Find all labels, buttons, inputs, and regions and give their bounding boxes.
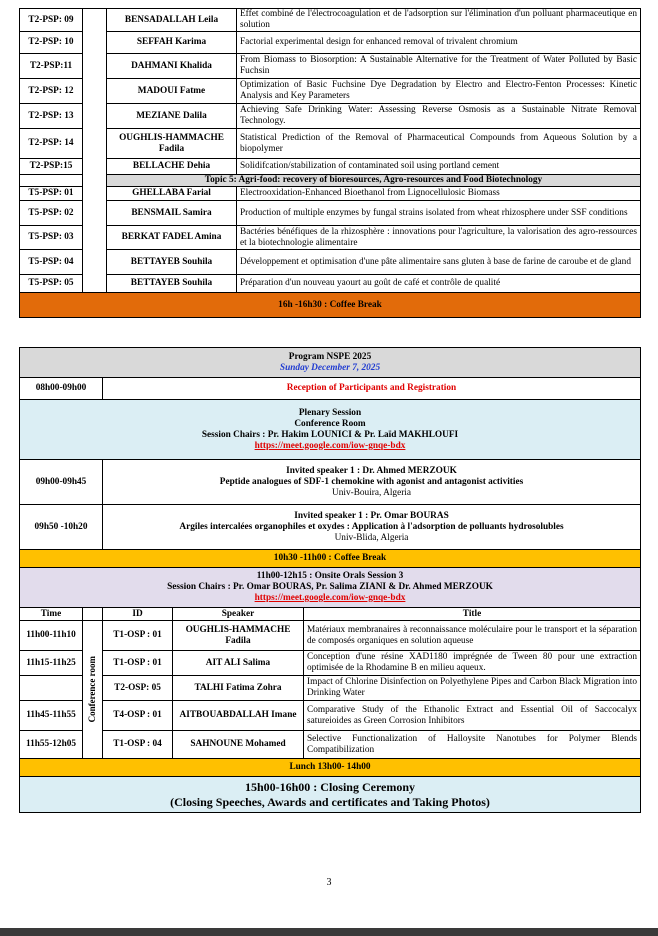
oral-speaker: SAHNOUNE Mohamed bbox=[173, 731, 304, 759]
poster-row bbox=[20, 226, 641, 250]
poster-title: Statistical Prediction of the Removal of Pharmaceutical Compounds from Aqueous Solution by a biopolymer bbox=[237, 129, 641, 159]
poster-id: T2-PSP:15 bbox=[20, 159, 83, 175]
poster-speaker: BELLACHE Dehia bbox=[107, 159, 237, 175]
room-label-cell bbox=[83, 621, 103, 759]
oral-time bbox=[20, 676, 83, 701]
topic-5-title: Topic 5: Agri-food: recovery of bioresources, Agro-resources and Food Biotechnology bbox=[107, 175, 641, 187]
poster-session-table bbox=[19, 8, 641, 318]
poster-row bbox=[20, 104, 641, 129]
poster-title: Achieving Safe Drinking Water: Assessing Reverse Osmosis as a Sustainable Nitrate Removal Technology. bbox=[237, 104, 641, 129]
poster-title: Optimization of Basic Fuchsine Dye Degradation by Electro and Electro-Fenton Processes: Kinetic Analysis and Key Parameters bbox=[237, 79, 641, 104]
oral-meet-link[interactable]: https://meet.google.com/iow-gnqe-bdx bbox=[254, 593, 406, 603]
poster-id: T5-PSP: 05 bbox=[20, 275, 83, 293]
poster-id: T2-PSP: 13 bbox=[20, 104, 83, 129]
sunday-program-table bbox=[19, 347, 641, 813]
oral-row bbox=[20, 731, 641, 759]
poster-row bbox=[20, 9, 641, 32]
poster-id: T2-PSP:11 bbox=[20, 54, 83, 79]
closing-subtitle: (Closing Speeches, Awards and certificates and Taking Photos) bbox=[170, 794, 490, 809]
oral-speaker: OUGHLIS-HAMMACHE Fadila bbox=[173, 621, 304, 651]
topic-5-row bbox=[20, 175, 641, 187]
oral-time: 11h45-11h55 bbox=[20, 701, 83, 731]
poster-row bbox=[20, 129, 641, 159]
oral-speaker: TALHI Fatima Zohra bbox=[173, 676, 304, 701]
col-header-id: ID bbox=[103, 608, 173, 621]
oral-id: T1-OSP : 01 bbox=[103, 651, 173, 676]
poster-row bbox=[20, 159, 641, 175]
lunch-text: Lunch 13h00- 14h00 bbox=[20, 759, 641, 777]
registration-time: 08h00-09h00 bbox=[20, 378, 103, 400]
poster-speaker: MADOUI Fatme bbox=[107, 79, 237, 104]
coffee-break-row bbox=[20, 550, 641, 568]
poster-row bbox=[20, 54, 641, 79]
room-label: Conference room bbox=[87, 656, 97, 723]
plenary-room: Conference Room bbox=[294, 418, 366, 429]
poster-speaker: SEFFAH Karima bbox=[107, 32, 237, 54]
poster-title: Factorial experimental design for enhanced removal of trivalent chromium bbox=[237, 32, 641, 54]
poster-title: Production of multiple enzymes by fungal strains isolated from wheat rhizosphere under SSF conditions bbox=[237, 201, 641, 226]
poster-id: T2-PSP: 14 bbox=[20, 129, 83, 159]
invited-2-time: 09h50 -10h20 bbox=[20, 505, 103, 550]
oral-row bbox=[20, 701, 641, 731]
poster-speaker: DAHMANI Khalida bbox=[107, 54, 237, 79]
poster-speaker: BETTAYEB Souhila bbox=[107, 250, 237, 275]
invited-speaker-1-row bbox=[20, 460, 641, 505]
poster-title: Bactéries bénéfiques de la rhizosphère : innovations pour l'agriculture, la valorisation des agro-ressources et la biotechnologie alimentaire bbox=[237, 226, 641, 250]
lunch-row bbox=[20, 759, 641, 777]
page-number: 3 bbox=[326, 877, 332, 888]
oral-title: Matériaux membranaires à reconnaissance moléculaire pour le transport et la séparation de composés organiques en solution aqueuse bbox=[304, 621, 641, 651]
poster-speaker: OUGHLIS-HAMMACHE Fadila bbox=[107, 129, 237, 159]
oral-title: Comparative Study of the Ethanolic Extract and Essential Oil of Saccocalyx satureioides as Green Corrosion Inhibitors bbox=[304, 701, 641, 731]
poster-title: Développement et optimisation d'une pâte alimentaire sans gluten à base de farine de caroube et de gland bbox=[237, 250, 641, 275]
oral-id: T4-OSP : 01 bbox=[103, 701, 173, 731]
oral-time: 11h55-12h05 bbox=[20, 731, 83, 759]
poster-speaker: MEZIANE Dalila bbox=[107, 104, 237, 129]
program-title: Program NSPE 2025 bbox=[288, 351, 372, 362]
oral-session-row bbox=[20, 568, 641, 608]
invited-1-title: Peptide analogues of SDF-1 chemokine with agonist and antagonist activities bbox=[219, 476, 524, 487]
invited-1-speaker: Invited speaker 1 : Dr. Ahmed MERZOUK bbox=[286, 465, 457, 476]
poster-row bbox=[20, 79, 641, 104]
coffee-break-row bbox=[20, 293, 641, 318]
poster-row bbox=[20, 187, 641, 201]
oral-id: T2-OSP: 05 bbox=[103, 676, 173, 701]
oral-time: 11h15-11h25 bbox=[20, 651, 83, 676]
oral-session-title: 11h00-12h15 : Onsite Orals Session 3 bbox=[256, 571, 404, 581]
poster-id: T2-PSP: 10 bbox=[20, 32, 83, 54]
closing-row bbox=[20, 777, 641, 813]
oral-row bbox=[20, 651, 641, 676]
poster-speaker: BETTAYEB Souhila bbox=[107, 275, 237, 293]
program-date: Sunday December 7, 2025 bbox=[279, 362, 381, 373]
invited-1-affiliation: Univ-Bouira, Algeria bbox=[332, 487, 412, 498]
plenary-title: Plenary Session bbox=[298, 407, 362, 418]
coffee-break-1: 16h -16h30 : Coffee Break bbox=[20, 293, 641, 318]
poster-row bbox=[20, 201, 641, 226]
plenary-chairs: Session Chairs : Pr. Hakim LOUNICI & Pr. Laïd MAKHLOUFI bbox=[201, 429, 459, 440]
poster-title: Solidifcation/stabilization of contaminated soil using portland cement bbox=[237, 159, 641, 175]
oral-header-row bbox=[20, 608, 641, 621]
program-header-row bbox=[20, 348, 641, 378]
coffee-break-2: 10h30 -11h00 : Coffee Break bbox=[20, 550, 641, 568]
poster-speaker: BERKAT FADEL Amina bbox=[107, 226, 237, 250]
col-header-title: Title bbox=[304, 608, 641, 621]
viewer-bottom-bar bbox=[0, 928, 658, 936]
oral-id: T1-OSP : 04 bbox=[103, 731, 173, 759]
poster-speaker: BENSMAIL Samira bbox=[107, 201, 237, 226]
poster-id: T5-PSP: 02 bbox=[20, 201, 83, 226]
poster-title: Préparation d'un nouveau yaourt au goût de café et contrôle de qualité bbox=[237, 275, 641, 293]
oral-row bbox=[20, 621, 641, 651]
plenary-row bbox=[20, 400, 641, 460]
invited-2-speaker: Invited speaker 1 : Pr. Omar BOURAS bbox=[294, 510, 449, 521]
closing-title: 15h00-16h00 : Closing Ceremony bbox=[244, 779, 416, 794]
vertical-spacer-cell bbox=[83, 9, 107, 293]
oral-speaker: AITBOUABDALLAH Imane bbox=[173, 701, 304, 731]
poster-row bbox=[20, 275, 641, 293]
oral-id: T1-OSP : 01 bbox=[103, 621, 173, 651]
oral-time: 11h00-11h10 bbox=[20, 621, 83, 651]
invited-2-title: Argiles intercalées organophiles et oxydes : Application à l'adsorption de polluants hydrosolubles bbox=[179, 521, 564, 532]
invited-1-time: 09h00-09h45 bbox=[20, 460, 103, 505]
poster-id: T5-PSP: 04 bbox=[20, 250, 83, 275]
oral-title: Impact of Chlorine Disinfection on Polyethylene Pipes and Carbon Black Migration into Drinking Water bbox=[304, 676, 641, 701]
registration-row bbox=[20, 378, 641, 400]
col-header-speaker: Speaker bbox=[173, 608, 304, 621]
oral-title: Conception d'une résine XAD1180 imprégnée de Tween 80 pour une extraction optimisée de la Rhodamine B en milieu aqueux. bbox=[304, 651, 641, 676]
plenary-meet-link[interactable]: https://meet.google.com/iow-gnqe-bdx bbox=[254, 440, 406, 451]
poster-row bbox=[20, 250, 641, 275]
poster-id: T5-PSP: 03 bbox=[20, 226, 83, 250]
invited-2-affiliation: Univ-Blida, Algeria bbox=[334, 532, 409, 543]
poster-title: From Biomass to Biosorption: A Sustainable Alternative for the Treatment of Water Polluted by Basic Fuchsin bbox=[237, 54, 641, 79]
poster-speaker: GHELLABA Farial bbox=[107, 187, 237, 201]
poster-title: Electrooxidation-Enhanced Bioethanol from Lignocellulosic Biomass bbox=[237, 187, 641, 201]
poster-id: T2-PSP: 09 bbox=[20, 9, 83, 32]
oral-session-chairs: Session Chairs : Pr. Omar BOURAS, Pr. Salima ZIANI & Dr. Ahmed MERZOUK bbox=[167, 582, 493, 592]
col-header-time: Time bbox=[20, 608, 83, 621]
oral-title: Selective Functionalization of Halloysite Nanotubes for Polymer Blends Compatibilization bbox=[304, 731, 641, 759]
poster-speaker: BENSADALLAH Leila bbox=[107, 9, 237, 32]
poster-title: Effet combiné de l'électrocoagulation et de l'adsorption sur l'élimination d'un polluant pharmaceutique en solution bbox=[237, 9, 641, 32]
poster-id: T5-PSP: 01 bbox=[20, 187, 83, 201]
poster-id: T2-PSP: 12 bbox=[20, 79, 83, 104]
oral-speaker: AIT ALI Salima bbox=[173, 651, 304, 676]
oral-row bbox=[20, 676, 641, 701]
invited-speaker-2-row bbox=[20, 505, 641, 550]
poster-row bbox=[20, 32, 641, 54]
registration-text: Reception of Participants and Registration bbox=[103, 378, 641, 400]
